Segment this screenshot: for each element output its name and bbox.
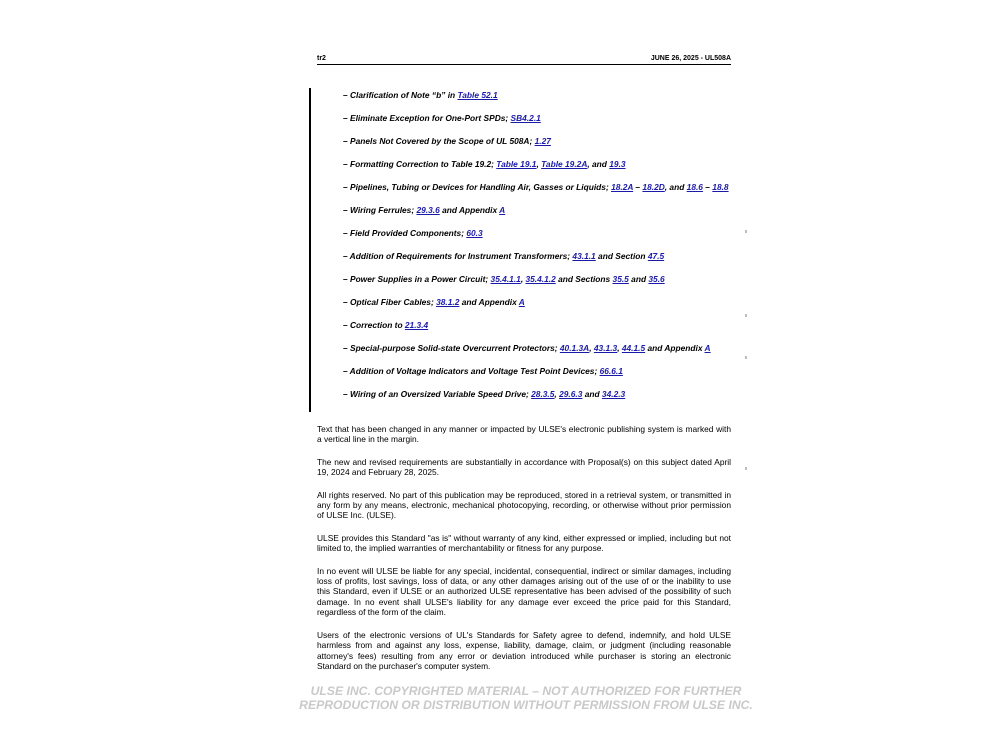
change-item (343, 366, 738, 377)
reference-separator: , (589, 343, 594, 353)
section-reference-link[interactable]: Table 19.2A (541, 159, 588, 169)
change-description: – Wiring Ferrules; (343, 205, 417, 215)
change-item (343, 159, 738, 170)
watermark-line-1: ULSE INC. COPYRIGHTED MATERIAL – NOT AUTHORIZED FOR FURTHER (310, 685, 742, 698)
change-description: – Special-purpose Solid-state Overcurrent Protectors; (343, 343, 560, 353)
change-description: – Field Provided Components; (343, 228, 467, 238)
change-item (343, 389, 738, 400)
section-reference-link[interactable]: 35.4.1.2 (525, 274, 556, 284)
reference-separator: and Appendix (459, 297, 519, 307)
header-date-standard: JUNE 26, 2025 - UL508A (650, 55, 731, 62)
section-reference-link[interactable]: 35.5 (612, 274, 629, 284)
reference-separator: , (554, 389, 560, 399)
paragraph-indemnify: Users of the electronic versions of UL's Standards for Safety agree to defend, indemnify, and hold ULSE harmless from and against any loss, expense, liability, damage, claim, or judgment (including reasonable attorney's fees) resulting from any error or deviation introduced while purchaser is storing an electronic Standard on the purchaser's computer system. (317, 629, 731, 671)
change-description: – Wiring of an Oversized Variable Speed Drive; (343, 389, 532, 399)
section-reference-link[interactable]: 47.5 (647, 251, 665, 261)
section-reference-link[interactable]: 29.6.3 (559, 389, 583, 399)
change-description: – Addition of Voltage Indicators and Voltage Test Point Devices; (343, 366, 600, 376)
change-description: – Addition of Requirements for Instrument Transformers; (343, 251, 573, 261)
section-reference-link[interactable]: A (518, 297, 525, 307)
change-item (343, 274, 738, 285)
reference-separator: – (633, 182, 643, 192)
change-item (343, 182, 738, 193)
section-reference-link[interactable]: 60.3 (466, 228, 483, 238)
section-reference-link[interactable]: 18.2A (611, 182, 634, 192)
paragraph-rights-reserved: All rights reserved. No part of this publication may be reproduced, stored in a retrieval system, or transmitted in any form by any means, electronic, mechanical photocopying, recording, or otherwise without prior permission of ULSE Inc. (ULSE). (317, 489, 731, 521)
margin-tick (745, 314, 747, 317)
section-reference-link[interactable]: 40.1.3A (559, 343, 590, 353)
section-reference-link[interactable]: 34.2.3 (601, 389, 626, 399)
change-item (343, 136, 738, 147)
section-reference-link[interactable]: A (499, 205, 506, 215)
reference-separator: , and (587, 159, 610, 169)
section-reference-link[interactable]: 43.1.1 (572, 251, 596, 261)
change-description: – Power Supplies in a Power Circuit; (343, 274, 491, 284)
section-reference-link[interactable]: 38.1.2 (436, 297, 460, 307)
section-reference-link[interactable]: 18.6 (686, 182, 703, 192)
section-reference-link[interactable]: 18.2D (642, 182, 665, 192)
copyright-watermark (296, 685, 756, 712)
reference-separator: , (520, 274, 526, 284)
page-header (317, 55, 731, 65)
change-item (343, 297, 738, 308)
watermark-line-2: REPRODUCTION OR DISTRIBUTION WITHOUT PERMISSION FROM ULSE INC. (299, 697, 753, 712)
reference-separator: and Sections (555, 274, 613, 284)
reference-separator: , (536, 159, 542, 169)
section-reference-link[interactable]: 66.6.1 (599, 366, 623, 376)
change-item (343, 90, 738, 101)
section-reference-link[interactable]: 21.3.4 (404, 320, 429, 330)
change-margin-bar (309, 88, 311, 412)
reference-separator: and (582, 389, 602, 399)
change-item (343, 205, 738, 216)
section-reference-link[interactable]: Table 19.1 (496, 159, 537, 169)
change-description: – Panels Not Covered by the Scope of UL 508A; (343, 136, 535, 146)
section-reference-link[interactable]: Table 52.1 (457, 90, 498, 100)
change-item (343, 228, 738, 239)
reference-separator: – (702, 182, 713, 192)
margin-tick (745, 356, 747, 359)
paragraph-proposals: The new and revised requirements are substantially in accordance with Proposal(s) on this subject dated April 19, 2024 and February 28, 2025. (317, 456, 731, 478)
section-reference-link[interactable]: 43.1.3 (593, 343, 618, 353)
paragraph-liability: In no event will ULSE be liable for any special, incidental, consequential, indirect or similar damages, including loss of profits, lost savings, loss of data, or any other damages arising out of the use of or the inability to use this Standard, even if ULSE or an authorized ULSE representative has been advised of the possibility of such damage. In no event shall ULSE's liability for any damage ever exceed the price paid for this Standard, regardless of the form of the claim. (317, 565, 731, 618)
section-reference-link[interactable]: A (704, 343, 711, 353)
change-description: – Optical Fiber Cables; (343, 297, 437, 307)
change-description: – Pipelines, Tubing or Devices for Handling Air, Gasses or Liquids; (343, 182, 612, 192)
paragraph-change-marking: Text that has been changed in any manner or impacted by ULSE's electronic publishing system is marked with a vertical line in the margin. (317, 424, 731, 445)
reference-separator: , and (664, 182, 687, 192)
reference-separator: and (628, 274, 649, 284)
change-description: – Formatting Correction to Table 19.2; (343, 159, 497, 169)
section-reference-link[interactable]: 44.1.5 (621, 343, 646, 353)
section-reference-link[interactable]: 35.6 (648, 274, 665, 284)
change-list (343, 90, 738, 412)
change-item (343, 113, 738, 124)
margin-tick (745, 467, 747, 470)
change-item (343, 251, 738, 262)
notice-paragraphs (317, 424, 731, 683)
change-item (343, 343, 738, 354)
reference-separator: and Section (595, 251, 648, 261)
change-description: – Correction to (343, 320, 405, 330)
header-left-code: tr2 (317, 55, 326, 62)
section-reference-link[interactable]: SB4.2.1 (510, 113, 541, 123)
section-reference-link[interactable]: 18.8 (712, 182, 729, 192)
margin-tick (745, 230, 747, 233)
change-description: – Eliminate Exception for One-Port SPDs; (343, 113, 511, 123)
reference-separator: and Appendix (645, 343, 705, 353)
section-reference-link[interactable]: 1.27 (534, 136, 551, 146)
paragraph-as-is: ULSE provides this Standard "as is" without warranty of any kind, either expressed or implied, including but not limited to, the implied warranties of merchantability or fitness for any purpose. (317, 532, 731, 554)
section-reference-link[interactable]: 19.3 (609, 159, 626, 169)
section-reference-link[interactable]: 35.4.1.1 (490, 274, 521, 284)
reference-separator: and Appendix (439, 205, 500, 215)
section-reference-link[interactable]: 29.3.6 (416, 205, 440, 215)
reference-separator: , (617, 343, 622, 353)
change-item (343, 320, 738, 331)
section-reference-link[interactable]: 28.3.5 (531, 389, 555, 399)
change-description: – Clarification of Note “b” in (343, 90, 458, 100)
